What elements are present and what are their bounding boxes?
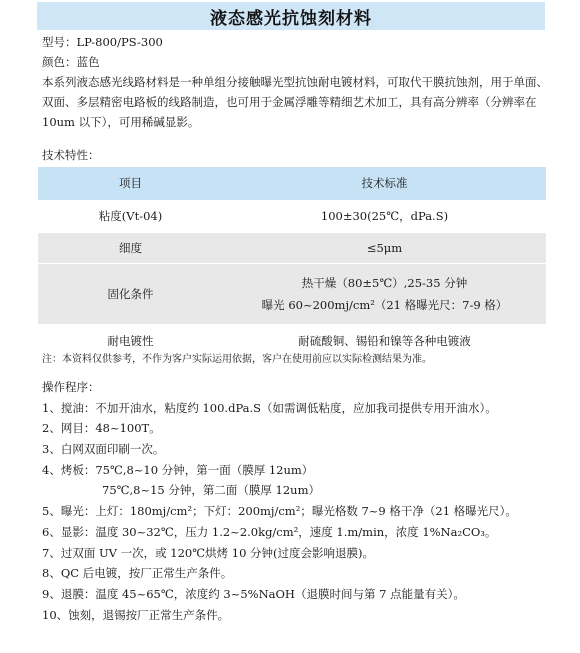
table-row (38, 263, 546, 324)
row-item: 细度 (119, 240, 142, 255)
title-banner (37, 2, 545, 30)
color-line: 颜色：蓝色 (42, 55, 100, 69)
procedure-heading: 操作程序： (42, 380, 100, 394)
row-item: 耐电镀性 (107, 333, 154, 348)
procedure-step: 5、曝光：上灯：180mj/cm²；下灯：200mj/cm²；曝光格数 7~9 格干净（21 格曝光尺）。 (42, 504, 517, 519)
header-item: 项目 (119, 176, 142, 191)
spec-table (38, 167, 546, 358)
table-header-row (38, 167, 546, 200)
row-standard: 耐硫酸铜、锡铅和镍等各种电镀液 (298, 333, 471, 348)
procedure-step: 1、搅油：不加开油水，粘度约 100.dPa.S（如需调低粘度，应加我司提供专用开油水）。 (42, 400, 497, 415)
row-standard: 100±30(25℃，dPa.S) (320, 209, 449, 223)
row-item: 固化条件 (107, 286, 154, 301)
disclaimer-note: 注：本资料仅供参考，不作为客户实际运用依据，客户在使用前应以实际检测结果为准。 (42, 354, 432, 365)
row-standard-line: 曝光 60~200mj/cm²（21 格曝光尺：7-9 格） (261, 297, 508, 312)
model-line: 型号：LP-800/PS-300 (42, 35, 163, 49)
table-row (38, 232, 546, 263)
document-title: 液态感光抗蚀刻材料 (210, 8, 372, 29)
procedure-step: 10、蚀刻，退锡按厂正常生产条件。 (42, 607, 230, 622)
table-row (38, 200, 546, 232)
procedure-step: 6、显影：温度 30~32℃，压力 1.2~2.0kg/cm²，速度 1.m/min，浓度 1%Na₂CO₃。 (42, 524, 497, 539)
specs-heading: 技术特性： (42, 148, 100, 162)
header-standard: 技术标准 (361, 176, 408, 191)
row-item: 粘度(Vt-04) (98, 209, 163, 223)
procedure-step: 75℃,8~15 分钟，第二面（膜厚 12um） (102, 483, 320, 498)
procedure-step: 4、烤板：75℃,8~10 分钟，第一面（膜厚 12um） (42, 462, 314, 477)
procedure-step: 9、退膜：温度 45~65℃，浓度约 3~5%NaOH（退膜时间与第 7 点能量有关）。 (42, 586, 465, 601)
procedure-step: 3、白网双面印刷一次。 (42, 442, 165, 457)
row-standard (223, 263, 546, 324)
procedure-step: 8、QC 后电镀，按厂正常生产条件。 (42, 566, 233, 581)
procedure-step: 2、网目：48~100T。 (42, 421, 161, 436)
row-standard-line: 热干燥（80±5℃）,25-35 分钟 (301, 275, 468, 290)
description-paragraph: 本系列液态感光线路材料是一种单组分接触曝光型抗蚀耐电镀材料，可取代干膜抗蚀剂，用于单面、双面、多层精密电路板的线路制造，也可用于金属浮雕等精细艺术加工，具有高分辨率（分辨率在 10um 以下），可用稀碱显影。 (42, 75, 548, 129)
row-standard: ≤5μm (366, 240, 403, 255)
procedure-step: 7、过双面 UV 一次，或 120℃烘烤 10 分钟(过度会影响退膜)。 (42, 545, 375, 560)
procedure-section (42, 377, 517, 625)
